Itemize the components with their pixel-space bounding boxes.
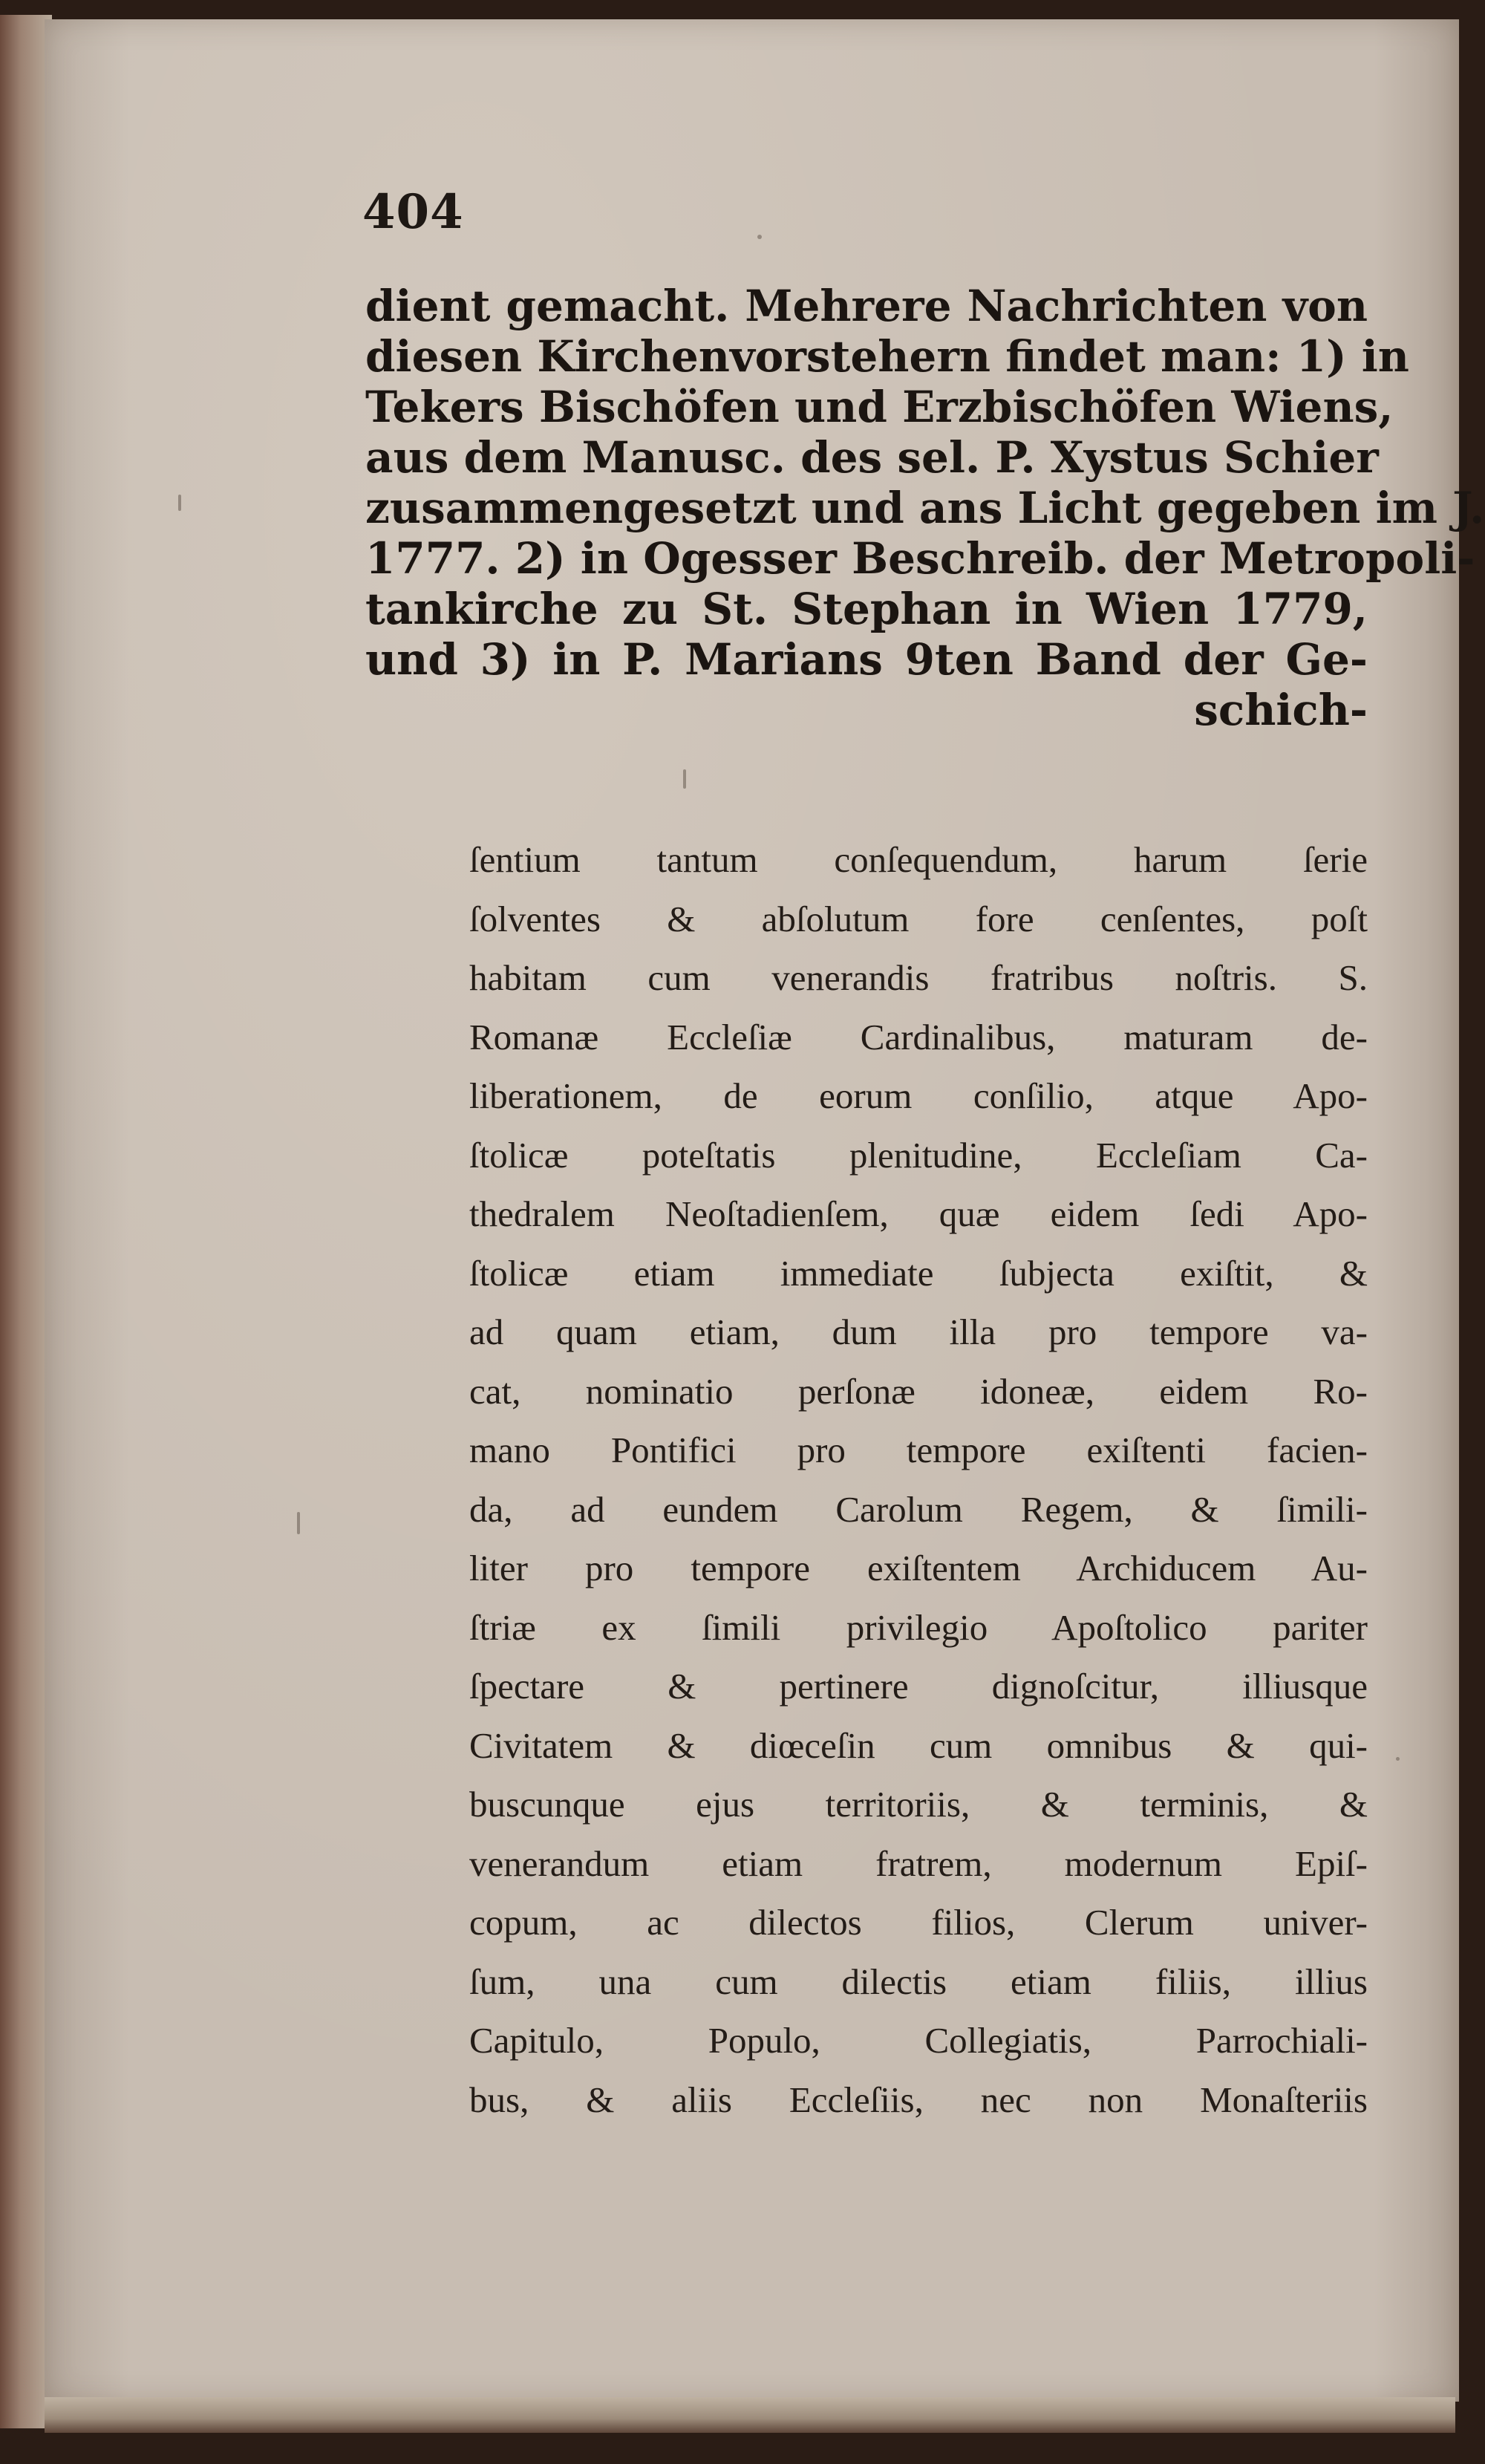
catchword: schich- <box>1194 685 1368 735</box>
text-line: ſtolicæ poteſtatis plenitudine, Eccleſiam Ca- <box>469 1134 1368 1176</box>
text-line: Tekers Bischöfen und Erzbischöfen Wiens, <box>365 382 1394 432</box>
text-line: mano Pontifici pro tempore exiſtenti facien- <box>469 1430 1368 1470</box>
text-line: und 3) in P. Marians 9ten Band der Ge- <box>365 634 1368 685</box>
page-number: 404 <box>362 184 464 240</box>
text-line: cat, nominatio perſonæ idoneæ, eidem Ro- <box>469 1370 1368 1412</box>
text-line: copum, ac dilectos filios, Clerum univer- <box>469 1902 1368 1943</box>
latin-body-text <box>469 830 1368 2129</box>
text-line: Civitatem & diœceſin cum omnibus & qui- <box>469 1724 1368 1766</box>
paper-speck <box>178 495 181 511</box>
text-line: venerandum etiam fratrem, modernum Epiſ- <box>469 1842 1368 1884</box>
text-line: aus dem Manusc. des sel. P. Xystus Schier <box>365 432 1379 483</box>
text-line: tankirche zu St. Stephan in Wien 1779, <box>365 584 1368 634</box>
text-line: liberationem, de eorum conſilio, atque Apo- <box>469 1075 1368 1116</box>
german-footnote-text <box>365 281 1485 735</box>
text-line: ſtolicæ etiam immediate ſubjecta exiſtit, & <box>469 1252 1368 1294</box>
text-line: 1777. 2) in Ogesser Beschreib. der Metropoli- <box>365 533 1475 584</box>
text-line: habitam cum venerandis fratribus noſtris. S. <box>469 957 1368 998</box>
text-line: ſolventes & abſolutum fore cenſentes, poſt <box>469 898 1368 939</box>
text-line: Romanæ Eccleſiæ Cardinalibus, maturam de- <box>469 1016 1368 1057</box>
text-line: buscunque ejus territoriis, & terminis, & <box>469 1784 1368 1825</box>
paper-speck <box>757 235 762 239</box>
text-line: ad quam etiam, dum illa pro tempore va- <box>469 1311 1368 1352</box>
text-line: thedralem Neoſtadienſem, quæ eidem ſedi Apo- <box>469 1193 1368 1234</box>
text-line: ſum, una cum dilectis etiam filiis, illius <box>469 1961 1368 2002</box>
text-line: ſentium tantum conſequendum, harum ſerie <box>469 839 1368 880</box>
text-line: Capitulo, Populo, Collegiatis, Parrochiali- <box>469 2020 1368 2061</box>
paper-speck <box>297 1512 300 1534</box>
text-line: dient gemacht. Mehrere Nachrichten von <box>365 281 1368 331</box>
text-line: liter pro tempore exiſtentem Archiducem Au- <box>469 1548 1368 1588</box>
text-line: bus, & aliis Eccleſiis, nec non Monaſteriis <box>469 2079 1368 2120</box>
text-line: diesen Kirchenvorstehern findet man: 1) in <box>365 331 1409 382</box>
page-edge-bottom <box>45 2397 1455 2433</box>
text-line: da, ad eundem Carolum Regem, & ſimili- <box>469 1488 1368 1530</box>
text-line: zusammengesetzt und ans Licht gegeben im J. <box>365 483 1485 533</box>
paper-speck <box>683 769 686 789</box>
text-line: ſpectare & pertinere dignoſcitur, illiusque <box>469 1666 1368 1707</box>
paper-speck <box>1396 1757 1400 1761</box>
text-line: ſtriæ ex ſimili privilegio Apoſtolico pariter <box>469 1606 1368 1648</box>
